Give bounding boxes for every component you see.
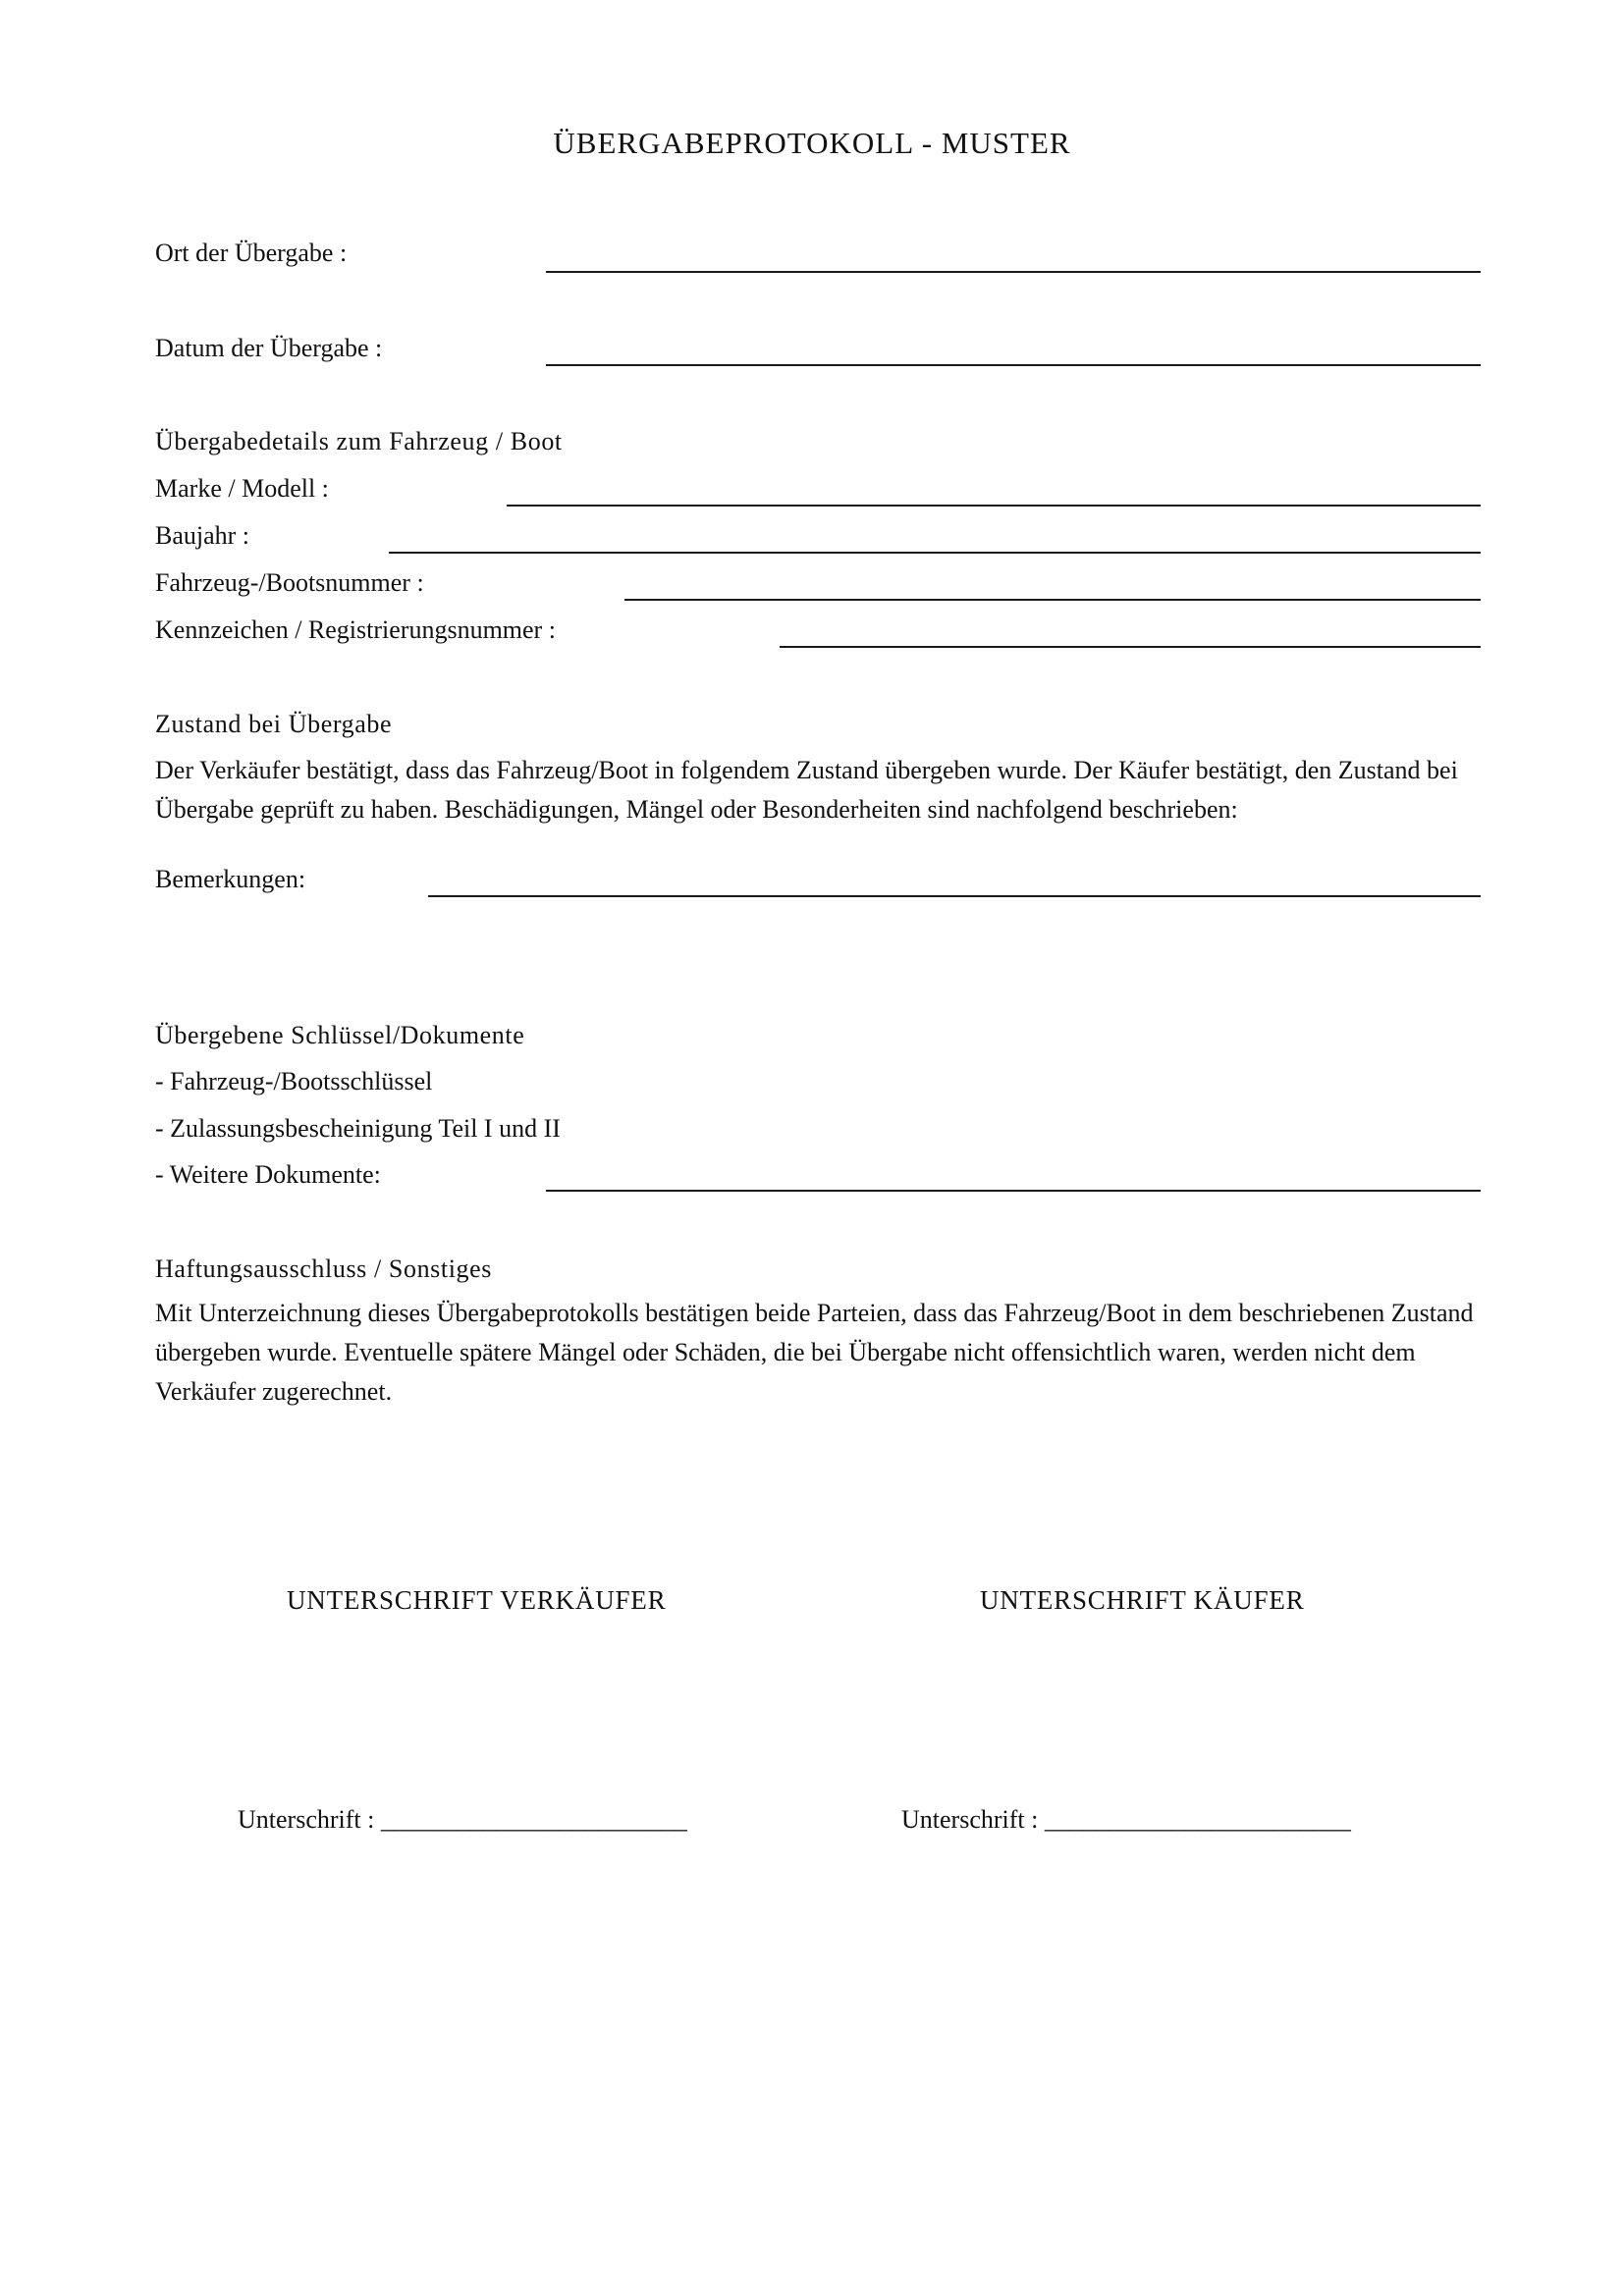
haftung-paragraph: Mit Unterzeichnung dieses Übergabeprotokolls bestätigen beide Parteien, dass das Fahrzeug/Boot in dem beschriebenen Zustand übergeben wurde. Eventuelle spätere Mängel oder Schäden, die bei Übergabe nicht offensichtlich waren, werden nicht dem Verkäufer zugerechnet. bbox=[155, 1299, 1474, 1406]
nummer-field-line bbox=[624, 599, 1481, 601]
schluessel-heading: Übergebene Schlüssel/Dokumente bbox=[155, 1021, 525, 1049]
schluessel-item-other-docs: - Weitere Dokumente: bbox=[155, 1160, 381, 1189]
details-heading: Übergabedetails zum Fahrzeug / Boot bbox=[155, 427, 563, 455]
schluessel-item-registration: - Zulassungsbescheinigung Teil I und II bbox=[155, 1114, 561, 1143]
ort-label: Ort der Übergabe : bbox=[155, 239, 348, 267]
datum-field-line bbox=[546, 364, 1481, 366]
datum-label: Datum der Übergabe : bbox=[155, 334, 383, 362]
weitere-dokumente-field-line bbox=[546, 1190, 1481, 1192]
seller-signature-heading: UNTERSCHRIFT VERKÄUFER bbox=[287, 1585, 667, 1615]
ort-field-line bbox=[546, 271, 1481, 273]
marke-field-line bbox=[507, 505, 1481, 507]
buyer-signature-heading: UNTERSCHRIFT KÄUFER bbox=[980, 1585, 1305, 1615]
baujahr-field-line bbox=[389, 552, 1481, 554]
marke-label: Marke / Modell : bbox=[155, 474, 329, 503]
zustand-heading: Zustand bei Übergabe bbox=[155, 710, 393, 738]
bemerkungen-label: Bemerkungen: bbox=[155, 865, 306, 893]
seller-signature-line: Unterschrift : ________________________ bbox=[238, 1805, 687, 1834]
baujahr-label: Baujahr : bbox=[155, 521, 250, 550]
buyer-signature-line: Unterschrift : ________________________ bbox=[901, 1805, 1351, 1834]
zustand-paragraph: Der Verkäufer bestätigt, dass das Fahrzeug/Boot in folgendem Zustand übergeben wurde. Der Käufer bestätigt, den Zustand bei Übergabe geprüft zu haben. Beschädigungen, Mängel oder Besonderheiten sind nachfolgend beschrieben: bbox=[155, 756, 1458, 824]
schluessel-item-keys: - Fahrzeug-/Bootsschlüssel bbox=[155, 1067, 433, 1095]
kennzeichen-label: Kennzeichen / Registrierungsnummer : bbox=[155, 615, 556, 644]
bemerkungen-field-line bbox=[428, 895, 1481, 897]
haftung-heading: Haftungsausschluss / Sonstiges bbox=[155, 1255, 492, 1283]
nummer-label: Fahrzeug-/Bootsnummer : bbox=[155, 568, 424, 597]
document-title: ÜBERGABEPROTOKOLL - MUSTER bbox=[553, 126, 1071, 160]
kennzeichen-field-line bbox=[780, 646, 1481, 648]
